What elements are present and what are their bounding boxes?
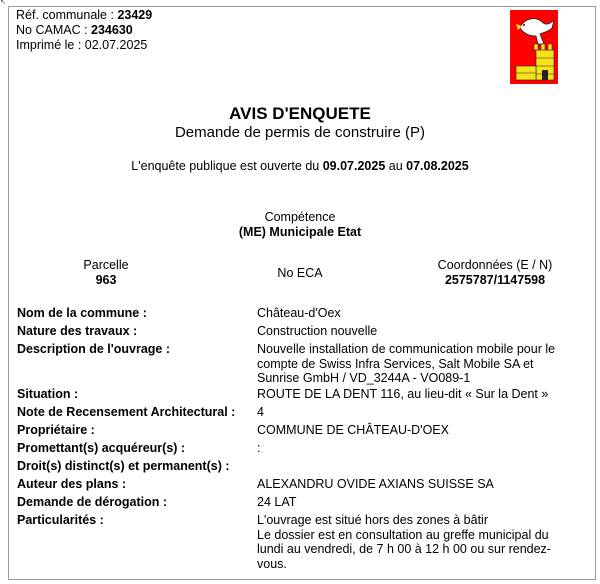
parcelle-label: Parcelle xyxy=(83,258,129,272)
resize-handle-icon: ↖ xyxy=(0,0,6,6)
detail-value: ALEXANDRU OVIDE AXIANS SUISSE SA xyxy=(257,477,494,491)
detail-row-situation xyxy=(17,387,577,405)
detail-label: Droit(s) distinct(s) et permanent(s) : xyxy=(17,459,230,473)
detail-label: Particularités : xyxy=(17,513,104,527)
print-date: Imprimé le : 02.07.2025 xyxy=(16,38,148,52)
detail-label: Demande de dérogation : xyxy=(17,495,168,509)
page-title: AVIS D'ENQUETE xyxy=(229,104,371,123)
parcelle-value: 963 xyxy=(95,273,117,287)
commune-coat-of-arms-icon xyxy=(510,10,558,84)
detail-row-droits xyxy=(17,459,577,477)
detail-value: : xyxy=(257,441,261,455)
coordinates-label: Coordonnées (E / N) xyxy=(437,258,553,272)
detail-value: Nouvelle installation de communication mobile pour le compte de Swiss Infra Services, Salt Mobile SA et Sunrise GmbH / VD_3244A - VO089-1 xyxy=(257,342,556,385)
detail-row-auteur xyxy=(17,477,577,495)
detail-label: Propriétaire : xyxy=(17,423,95,437)
detail-value: 24 LAT xyxy=(257,495,297,509)
enquete-period: L'enquête publique est ouverte du 09.07.2025 au 07.08.2025 xyxy=(131,159,469,173)
parcelle-block xyxy=(56,258,156,288)
detail-value: COMMUNE DE CHÂTEAU-D'OEX xyxy=(257,423,449,437)
ref-communale: Réf. communale : 23429 xyxy=(16,8,153,22)
detail-row-derogation xyxy=(17,495,577,513)
detail-label: Nom de la commune : xyxy=(17,306,147,320)
detail-row-recensement xyxy=(17,405,577,423)
detail-value: ROUTE DE LA DENT 116, au lieu-dit « Sur la Dent » xyxy=(257,387,549,401)
detail-value: Construction nouvelle xyxy=(257,324,378,338)
page-subtitle: Demande de permis de construire (P) xyxy=(174,124,426,141)
detail-row-promettant xyxy=(17,441,577,459)
detail-label: Description de l'ouvrage : xyxy=(17,342,171,356)
detail-label: Note de Recensement Architectural : xyxy=(17,405,236,419)
detail-label: Promettant(s) acquéreur(s) : xyxy=(17,441,186,455)
detail-value: 4 xyxy=(257,405,264,419)
reference-block xyxy=(16,8,152,53)
detail-value: L'ouvrage est situé hors des zones à bâtir Le dossier est en consultation au greffe municipal du lundi au vendredi, de 7 h 00 à 12 h 00 ou sur rendez-vous. xyxy=(257,513,551,571)
detail-row-proprietaire xyxy=(17,423,577,441)
eca-label: No ECA xyxy=(277,266,323,280)
detail-row-commune xyxy=(17,306,577,324)
coordinates-block xyxy=(420,258,570,288)
detail-row-particularites xyxy=(17,513,577,573)
coordinates-value: 2575787/1147598 xyxy=(444,273,546,287)
detail-value: Château-d'Oex xyxy=(257,306,341,320)
eca-block xyxy=(250,266,350,281)
detail-label: Nature des travaux : xyxy=(17,324,138,338)
detail-label: Situation : xyxy=(17,387,79,401)
detail-row-nature xyxy=(17,324,577,342)
competence-value: (ME) Municipale Etat xyxy=(238,225,362,239)
detail-label: Auteur des plans : xyxy=(17,477,127,491)
detail-row-description xyxy=(17,342,577,387)
camac-number: No CAMAC : 234630 xyxy=(16,23,133,37)
details-list xyxy=(17,306,577,573)
competence-label: Compétence xyxy=(264,210,336,224)
